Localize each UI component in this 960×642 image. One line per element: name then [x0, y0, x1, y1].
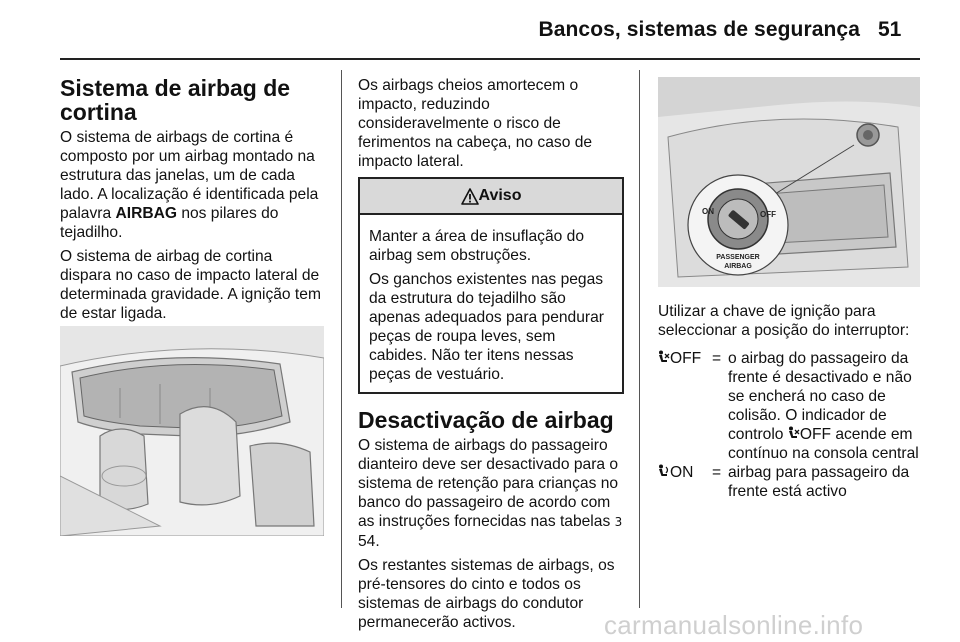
section-title-curtain-airbag: Sistema de airbag de cortina — [60, 75, 291, 125]
glovebox-switch-drawing — [658, 77, 920, 287]
warning-box — [358, 177, 624, 394]
warning-body — [360, 215, 622, 392]
page-reference-glyph: 3 — [614, 515, 623, 529]
airbag-off-indicator-icon — [788, 426, 800, 440]
page-reference-number: 54. — [358, 533, 380, 550]
watermark: carmanualsonline.info — [604, 610, 864, 640]
definition-text-on: airbag para passageiro da frente está activo — [728, 464, 910, 500]
column-middle — [358, 76, 624, 637]
page-number: 51 — [878, 18, 902, 41]
airbag-on-icon — [658, 464, 670, 478]
section-title-airbag-deactivation: Desactivação de airbag — [358, 407, 614, 433]
curtain-paragraph-2: O sistema de airbag de cortina dispara no caso de impacto lateral de determinada gravidade. A ignição tem de estar ligada. — [60, 248, 321, 322]
car-interior-drawing — [60, 326, 324, 536]
warning-header — [360, 179, 622, 215]
curtain-paragraph-3: Os airbags cheios amortecem o impacto, reduzindo consideravelmente o risco de ferimentos na cabeça, no caso de impacto lateral. — [358, 77, 593, 170]
definition-text-off: o airbag do passageiro da frente é desactivado e não se encherá no caso de colisão. O indicador de controlo OFF acende em contínuo na consola central — [728, 350, 919, 462]
airbag-keyword: AIRBAG — [115, 205, 177, 222]
definition-equals: = — [712, 464, 722, 481]
switch-airbag-label: AIRBAG — [724, 263, 752, 270]
definition-equals: = — [712, 350, 722, 367]
page-header-title: Bancos, sistemas de segurança — [538, 18, 860, 41]
switch-intro-paragraph: Utilizar a chave de ignição para seleccionar a posição do interruptor: — [658, 303, 910, 339]
warning-label: Aviso — [478, 187, 522, 204]
column-divider-right — [639, 70, 640, 608]
switch-passenger-label: PASSENGER — [716, 254, 760, 261]
definition-row-on — [658, 463, 920, 501]
switch-off-label: OFF — [760, 210, 776, 219]
header-divider — [60, 58, 920, 60]
column-left — [60, 76, 326, 328]
deactivation-paragraph-2: Os restantes sistemas de airbags, os pré-tensores do cinto e todos os sistemas de airbags do condutor permanecerão activos. — [358, 557, 615, 631]
switch-on-label: ON — [702, 207, 714, 216]
airbag-switch-illustration — [658, 77, 920, 287]
warning-triangle-icon — [461, 188, 479, 205]
column-right — [658, 302, 920, 501]
curtain-paragraph-1: O sistema de airbags de cortina é composto por um airbag montado na estrutura das janelas, um de cada lado. A localização é identificada pela palavra AIRBAG nos pilares do tejadilho. — [60, 129, 319, 241]
warning-paragraph-1: Manter a área de insuflação do airbag sem obstruções. — [369, 228, 584, 264]
definition-term-off: OFF — [658, 349, 712, 463]
airbag-off-icon — [658, 350, 670, 364]
warning-paragraph-2: Os ganchos existentes nas pegas da estrutura do tejadilho são apenas adequados para pendurar peças de roupa leves, sem cabides. Não ter itens nessas peças de vestuário. — [369, 271, 604, 383]
column-divider-left — [341, 70, 342, 608]
curtain-airbag-illustration — [60, 326, 324, 536]
deactivation-paragraph-1: O sistema de airbags do passageiro dianteiro deve ser desactivado para o sistema de retenção para crianças no banco do passageiro de acordo com as instruções fornecidas nas tabelas 3 54. — [358, 437, 623, 550]
definition-row-off — [658, 349, 920, 463]
definition-term-on: ON — [658, 463, 712, 501]
